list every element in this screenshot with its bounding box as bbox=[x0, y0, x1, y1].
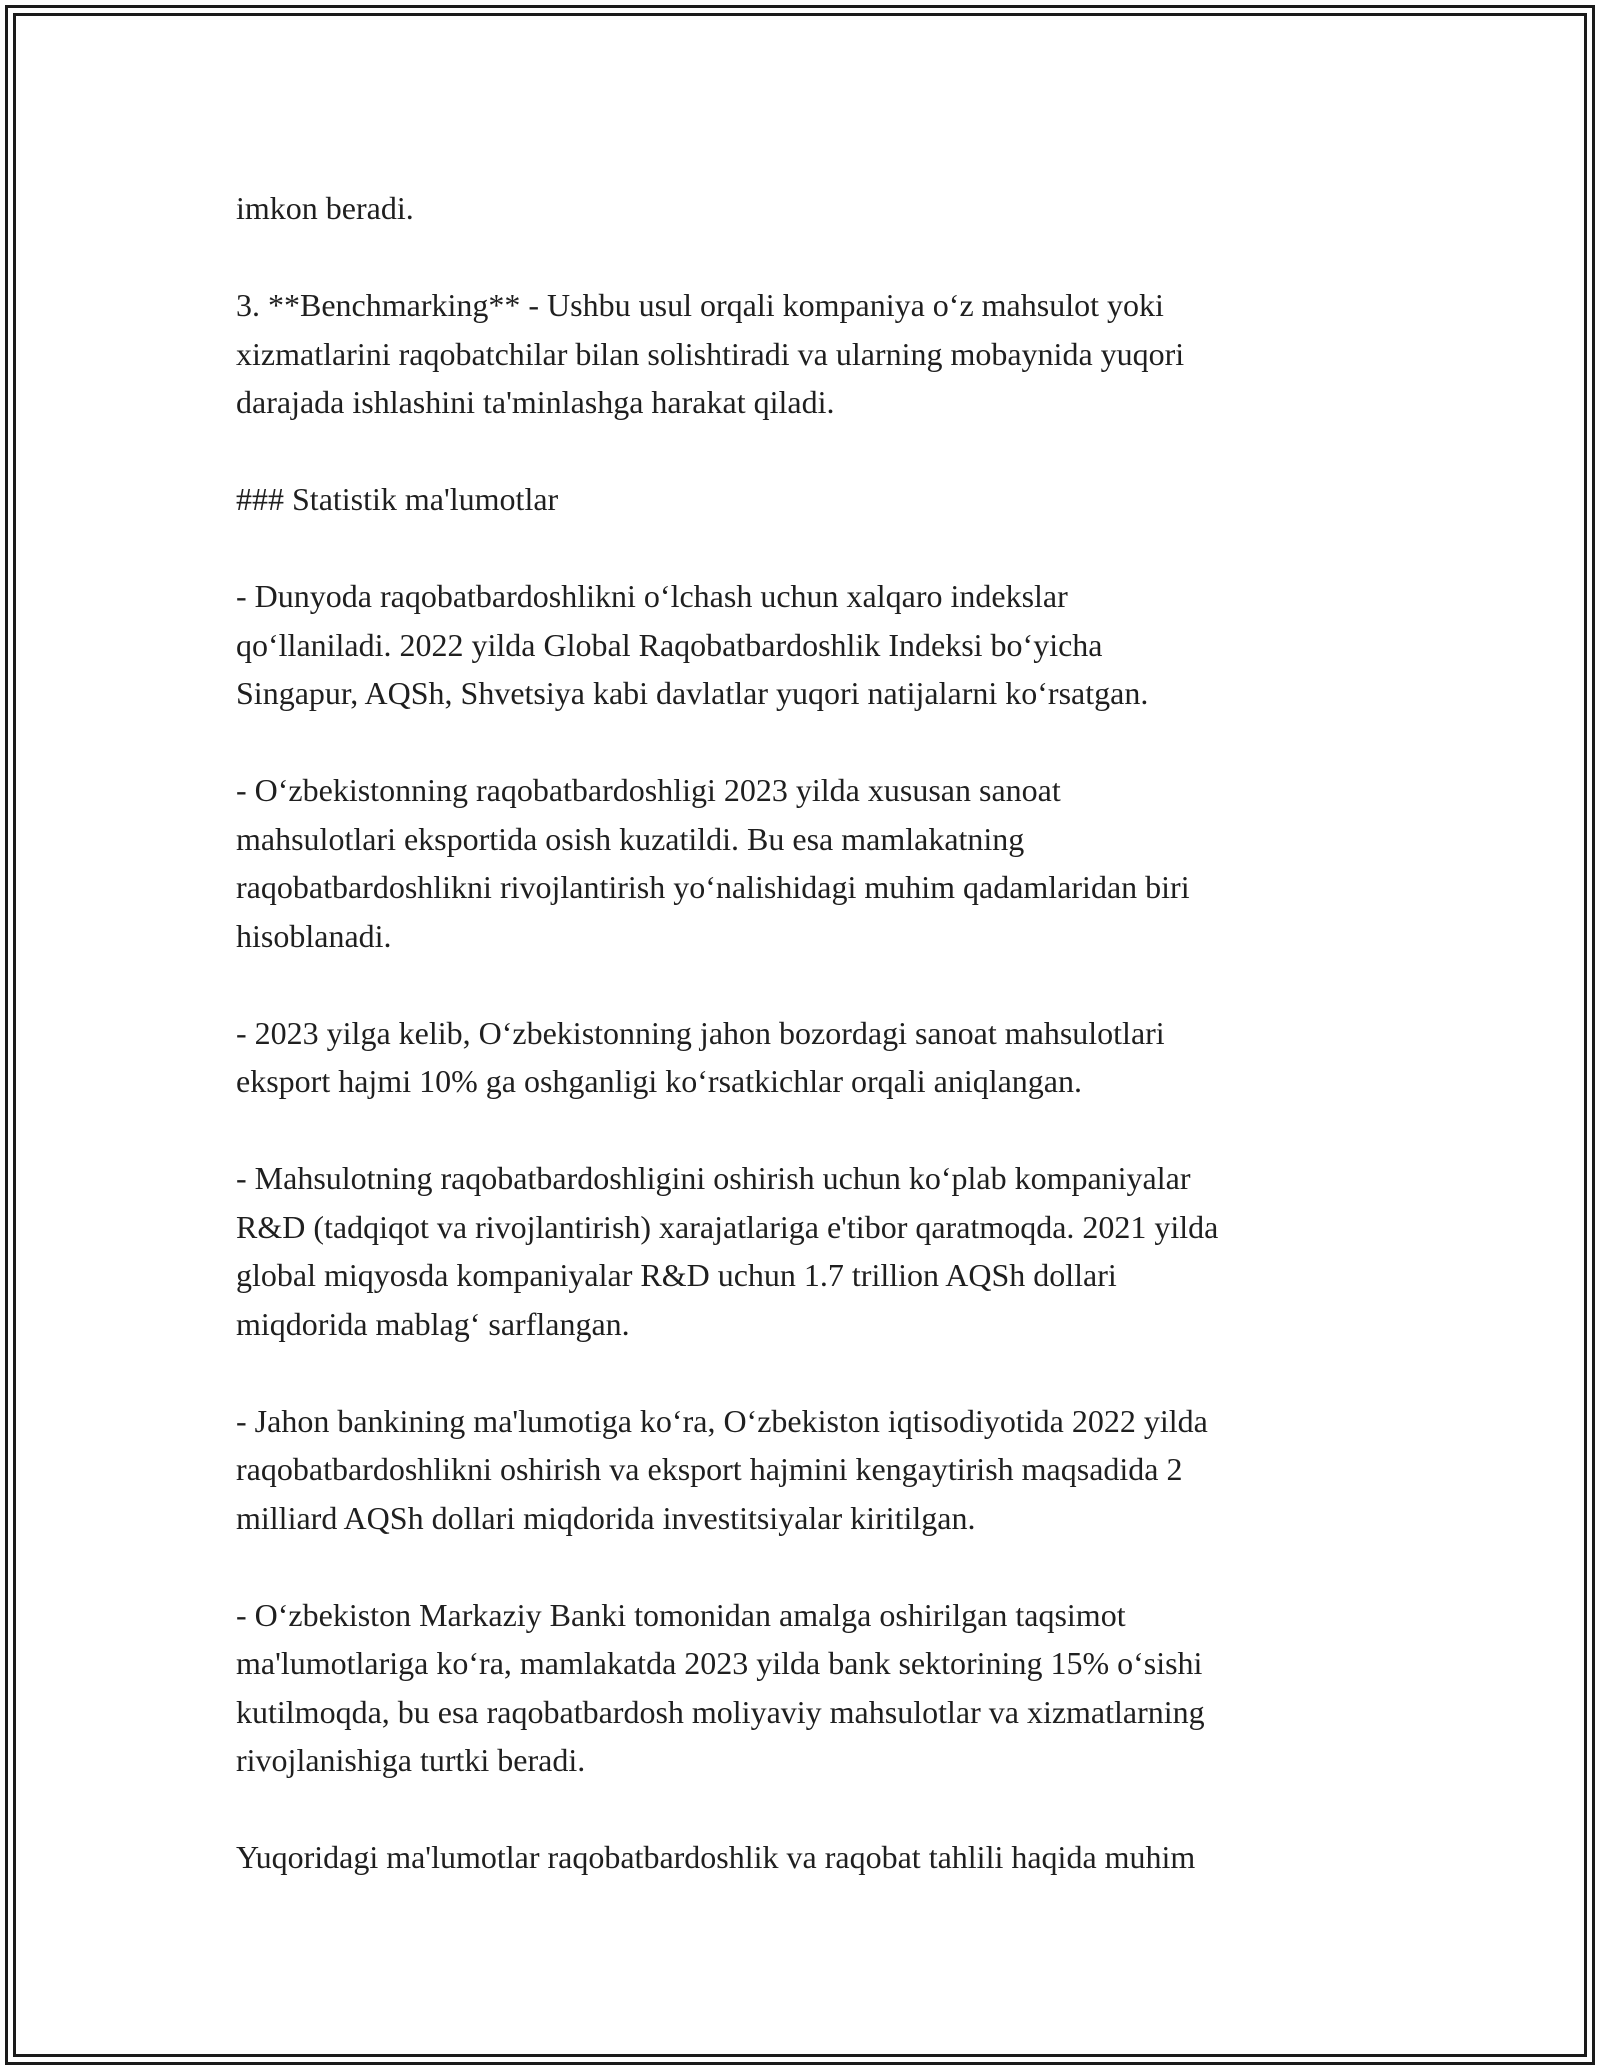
text-line: xizmatlarini raqobatchilar bilan solishtiradi va ularning mobaynida yuqori bbox=[236, 335, 1185, 372]
text-line: - Jahon bankining ma'lumotiga ko‘ra, O‘zbekiston iqtisodiyotida 2022 yilda bbox=[236, 1402, 1208, 1439]
text-line: darajada ishlashini ta'minlashga harakat qiladi. bbox=[236, 384, 835, 420]
bullet-rd-spending bbox=[236, 1154, 1396, 1348]
text-line: rivojlanishiga turtki beradi. bbox=[236, 1742, 586, 1778]
text-line: milliard AQSh dollari miqdorida investitsiyalar kiritilgan. bbox=[236, 1499, 976, 1536]
text-line: ### Statistik ma'lumotlar bbox=[236, 481, 559, 517]
text-line: - 2023 yilga kelib, O‘zbekistonning jahon bozordagi sanoat mahsulotlari bbox=[236, 1014, 1165, 1051]
text-line: - Dunyoda raqobatbardoshlikni o‘lchash uchun xalqaro indekslar bbox=[236, 578, 1068, 614]
text-line: hisoblanadi. bbox=[236, 917, 392, 954]
text-line: ma'lumotlariga ko‘ra, mamlakatda 2023 yilda bank sektorining 15% o‘sishi bbox=[236, 1645, 1203, 1681]
section-heading-statistics bbox=[236, 475, 1396, 524]
text-line: miqdorida mablag‘ sarflangan. bbox=[236, 1305, 630, 1342]
paragraph-conclusion bbox=[236, 1833, 1396, 1882]
bullet-central-bank bbox=[236, 1591, 1396, 1785]
paragraph-benchmarking bbox=[236, 281, 1396, 427]
text-line: kutilmoqda, bu esa raqobatbardosh moliyaviy mahsulotlar va xizmatlarning bbox=[236, 1693, 1205, 1730]
text-line: - O‘zbekiston Markaziy Banki tomonidan amalga oshirilgan taqsimot bbox=[236, 1596, 1126, 1633]
bullet-world-bank bbox=[236, 1397, 1396, 1543]
text-line: Singapur, AQSh, Shvetsiya kabi davlatlar yuqori natijalarni ko‘rsatgan. bbox=[236, 675, 1149, 711]
text-line: - Mahsulotning raqobatbardoshligini oshirish uchun ko‘plab kompaniyalar bbox=[236, 1160, 1191, 1196]
text-line: 3. **Benchmarking** - Ushbu usul orqali kompaniya o‘z mahsulot yoki bbox=[236, 287, 1164, 323]
text-line: global miqyosda kompaniyalar R&D uchun 1.7 trillion AQSh dollari bbox=[236, 1257, 1117, 1293]
text-line: imkon beradi. bbox=[236, 190, 414, 226]
document-body bbox=[236, 184, 1396, 1882]
bullet-export-growth bbox=[236, 1009, 1396, 1106]
text-line: raqobatbardoshlikni rivojlantirish yo‘nalishidagi muhim qadamlaridan biri bbox=[236, 869, 1190, 905]
text-line: eksport hajmi 10% ga oshganligi ko‘rsatkichlar orqali aniqlangan. bbox=[236, 1063, 1082, 1099]
text-line: raqobatbardoshlikni oshirish va eksport hajmini kengaytirish maqsadida 2 bbox=[236, 1451, 1183, 1487]
text-line: qo‘llaniladi. 2022 yilda Global Raqobatbardoshlik Indeksi bo‘yicha bbox=[236, 626, 1103, 663]
bullet-global-index bbox=[236, 572, 1396, 718]
text-line: Yuqoridagi ma'lumotlar raqobatbardoshlik va raqobat tahlili haqida muhim bbox=[236, 1839, 1196, 1875]
bullet-uzbekistan-2023 bbox=[236, 766, 1396, 960]
paragraph-intro-end bbox=[236, 184, 1396, 233]
text-line: - O‘zbekistonning raqobatbardoshligi 2023 yilda xususan sanoat bbox=[236, 772, 1061, 808]
text-line: R&D (tadqiqot va rivojlantirish) xarajatlariga e'tibor qaratmoqda. 2021 yilda bbox=[236, 1208, 1219, 1245]
text-line: mahsulotlari eksportida osish kuzatildi. Bu esa mamlakatning bbox=[236, 820, 1025, 857]
